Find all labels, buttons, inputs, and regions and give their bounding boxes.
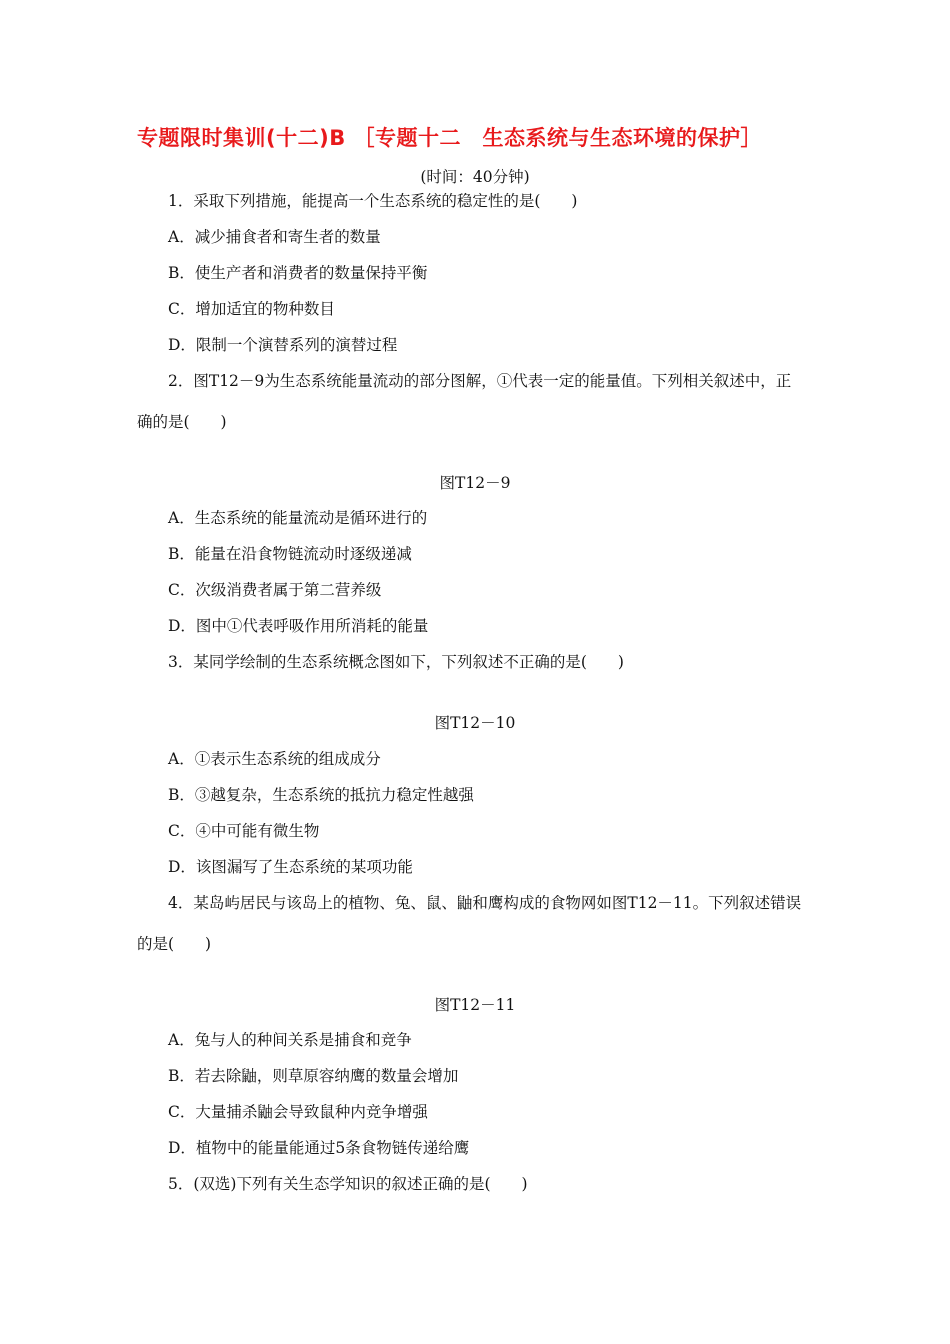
question-5-stem: 5．(双选)下列有关生态学知识的叙述正确的是( )	[168, 1175, 528, 1193]
question-3-option-b: B．③越复杂，生态系统的抵抗力稳定性越强	[168, 786, 474, 804]
question-1-option-b: B．使生产者和消费者的数量保持平衡	[168, 264, 428, 282]
question-2-option-d: D．图中①代表呼吸作用所消耗的能量	[168, 617, 429, 635]
question-4-option-b: B．若去除鼬，则草原容纳鹰的数量会增加	[168, 1067, 459, 1085]
question-4-stem-continued: 的是( )	[137, 935, 212, 953]
figure-caption-t12-10: 图T12－10	[434, 714, 516, 732]
question-4-stem: 4．某岛屿居民与该岛上的植物、兔、鼠、鼬和鹰构成的食物网如图T12－11。下列叙述错误	[168, 894, 802, 912]
question-4-option-c: C．大量捕杀鼬会导致鼠种内竞争增强	[168, 1103, 428, 1121]
question-2-option-c: C．次级消费者属于第二营养级	[168, 581, 382, 599]
question-2-stem-continued: 确的是( )	[137, 413, 227, 431]
question-2-option-b: B．能量在沿食物链流动时逐级递减	[168, 545, 412, 563]
question-1-stem: 1．采取下列措施，能提高一个生态系统的稳定性的是( )	[168, 192, 578, 210]
figure-caption-t12-11: 图T12－11	[434, 996, 516, 1014]
question-1-option-d: D．限制一个演替系列的演替过程	[168, 336, 398, 354]
question-3-stem: 3．某同学绘制的生态系统概念图如下，下列叙述不正确的是( )	[168, 653, 624, 671]
question-2-stem: 2．图T12－9为生态系统能量流动的部分图解，①代表一定的能量值。下列相关叙述中，正	[168, 372, 792, 390]
question-1-option-c: C．增加适宜的物种数目	[168, 300, 335, 318]
question-2-option-a: A．生态系统的能量流动是循环进行的	[168, 509, 428, 527]
question-1-option-a: A．减少捕食者和寄生者的数量	[168, 228, 381, 246]
question-3-option-a: A．①表示生态系统的组成成分	[168, 750, 381, 768]
figure-caption-t12-9: 图T12－9	[439, 474, 511, 492]
question-3-option-d: D．该图漏写了生态系统的某项功能	[168, 858, 413, 876]
time-limit: (时间：40分钟)	[420, 168, 530, 186]
page-title: 专题限时集训(十二)B ［专题十二 生态系统与生态环境的保护］	[137, 126, 763, 150]
question-4-option-a: A．兔与人的种间关系是捕食和竞争	[168, 1031, 412, 1049]
question-3-option-c: C．④中可能有微生物	[168, 822, 320, 840]
question-4-option-d: D．植物中的能量能通过5条食物链传递给鹰	[168, 1139, 470, 1157]
